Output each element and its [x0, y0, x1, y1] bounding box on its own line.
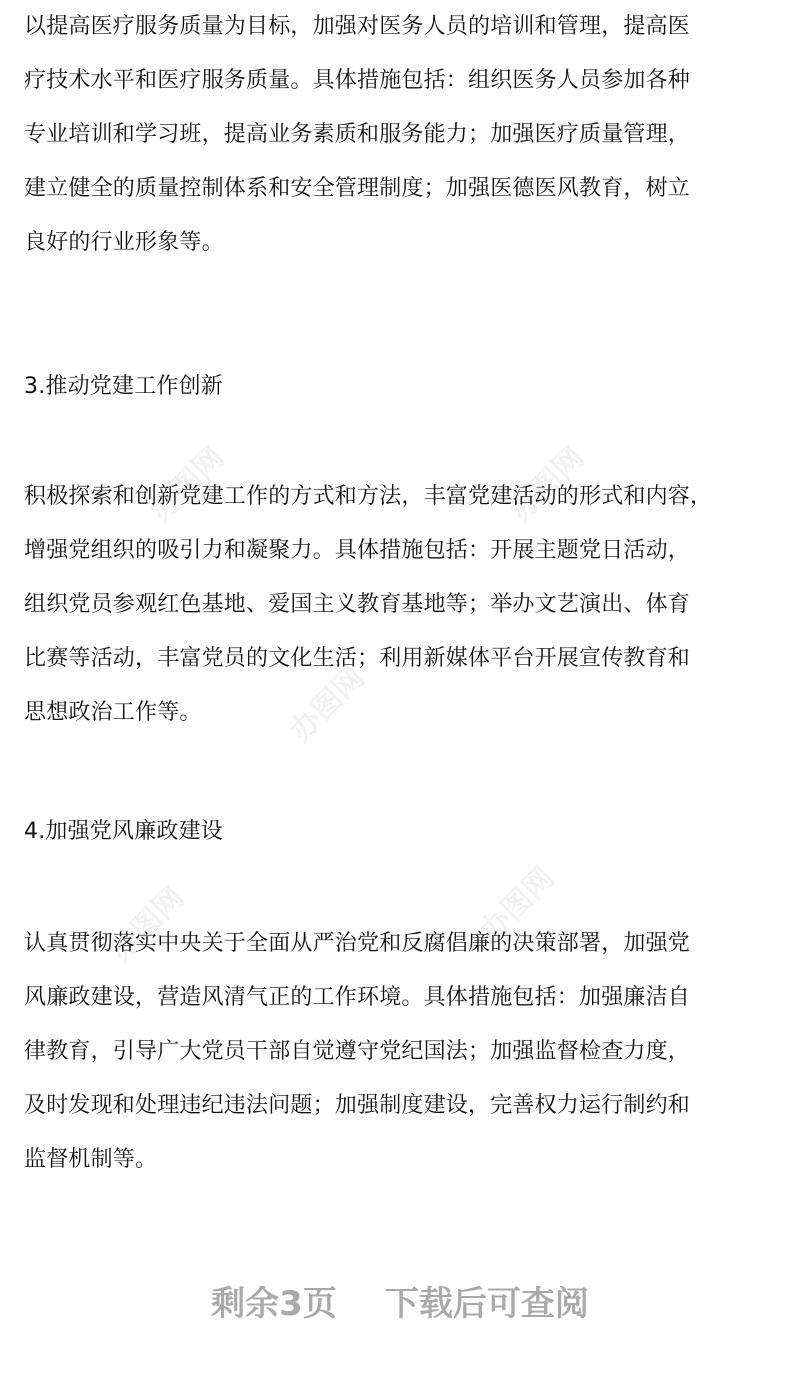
watermark: 办图网: [283, 660, 372, 749]
watermark: 办图网: [143, 440, 232, 529]
watermark: 办图网: [103, 880, 192, 969]
paragraph-integrity: 认真贯彻落实中央关于全面从严治党和反腐倡廉的决策部署，加强党 风廉政建设，营造风清气正的工作环境。具体措施包括：加强廉洁自 律教育，引导广大党员干部自觉遵守党纪国法；加强监督检查力度， 及时发现和处理违纪违法问题；加强制度建设，完善权力运行制约和 监督机制等。: [24, 931, 691, 1172]
download-prompt[interactable]: [0, 1272, 800, 1328]
section-heading-4: 4.加强党风廉政建设: [24, 819, 223, 844]
paragraph-party-innovation: 积极探索和创新党建工作的方式和方法，丰富党建活动的形式和内容， 增强党组织的吸引力和凝聚力。具体措施包括：开展主题党日活动， 组织党员参观红色基地、爱国主义教育基地等；举办文艺演出、体育 比赛等活动，丰富党员的文化生活；利用新媒体平台开展宣传教育和 思想政治工作等。: [24, 484, 713, 725]
section-heading-3: 3.推动党建工作创新: [24, 374, 223, 399]
remaining-pages-text: 剩余3页: [211, 1283, 337, 1324]
watermark: 办图网: [473, 860, 562, 949]
watermark: 办图网: [503, 440, 592, 529]
download-to-view-text[interactable]: 下载后可查阅: [384, 1283, 589, 1324]
paragraph-medical-quality: 以提高医疗服务质量为目标，加强对医务人员的培训和管理，提高医 疗技术水平和医疗服务质量。具体措施包括：组织医务人员参加各种 专业培训和学习班，提高业务素质和服务能力；加强医疗质量管理， 建立健全的质量控制体系和安全管理制度；加强医德医风教育，树立 良好的行业形象等。: [24, 14, 691, 255]
